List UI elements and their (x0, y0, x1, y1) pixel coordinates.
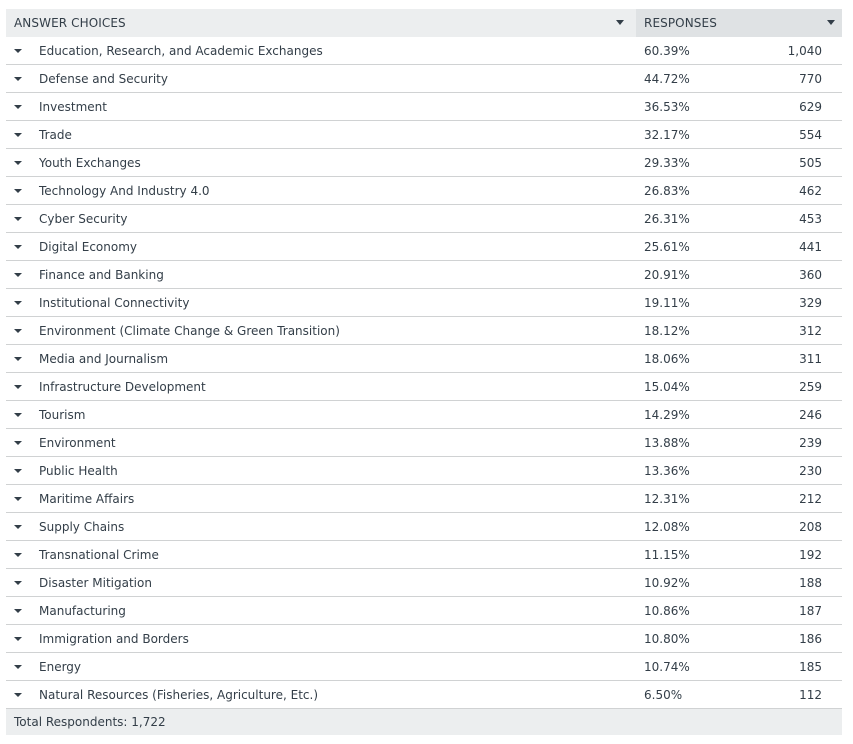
responses-cell (636, 37, 842, 65)
response-count: 185 (799, 660, 822, 674)
response-count: 239 (799, 436, 822, 450)
choice-label: Cyber Security (39, 212, 128, 226)
response-percent: 60.39% (644, 44, 690, 58)
response-count: 246 (799, 408, 822, 422)
results-table (6, 9, 842, 709)
table-row (6, 541, 842, 569)
table-row (6, 121, 842, 149)
choice-label: Public Health (39, 464, 118, 478)
table-row (6, 261, 842, 289)
response-count: 230 (799, 464, 822, 478)
responses-cell (636, 429, 842, 457)
sort-caret-icon[interactable] (827, 20, 835, 25)
choice-cell (6, 625, 636, 653)
response-percent: 36.53% (644, 100, 690, 114)
response-percent: 18.12% (644, 324, 690, 338)
table-row (6, 625, 842, 653)
choice-label: Energy (39, 660, 82, 674)
response-count: 192 (799, 548, 822, 562)
response-percent: 13.36% (644, 464, 690, 478)
choice-cell (6, 289, 636, 317)
choice-cell (6, 37, 636, 65)
responses-cell (636, 93, 842, 121)
response-count: 311 (799, 352, 822, 366)
choice-cell (6, 345, 636, 373)
responses-cell (636, 597, 842, 625)
response-count: 770 (799, 72, 822, 86)
expand-caret-icon[interactable] (14, 161, 22, 165)
response-count: 112 (799, 688, 822, 702)
choice-label: Trade (39, 128, 72, 142)
expand-caret-icon[interactable] (14, 329, 22, 333)
table-row (6, 429, 842, 457)
choice-cell (6, 569, 636, 597)
response-percent: 15.04% (644, 380, 690, 394)
response-percent: 11.15% (644, 548, 690, 562)
choice-label: Disaster Mitigation (39, 576, 152, 590)
table-row (6, 569, 842, 597)
response-percent: 10.92% (644, 576, 690, 590)
table-row (6, 233, 842, 261)
response-percent: 26.31% (644, 212, 690, 226)
choice-label: Manufacturing (39, 604, 126, 618)
table-row (6, 317, 842, 345)
expand-caret-icon[interactable] (14, 385, 22, 389)
response-percent: 12.08% (644, 520, 690, 534)
expand-caret-icon[interactable] (14, 553, 22, 557)
choice-cell (6, 681, 636, 709)
responses-cell (636, 205, 842, 233)
responses-cell (636, 541, 842, 569)
response-count: 1,040 (787, 44, 822, 58)
choice-cell (6, 317, 636, 345)
expand-caret-icon[interactable] (14, 693, 22, 697)
choice-cell (6, 653, 636, 681)
answer-choices-header[interactable] (6, 9, 636, 37)
choice-cell (6, 177, 636, 205)
responses-cell (636, 457, 842, 485)
choice-label: Education, Research, and Academic Exchanges (39, 44, 323, 58)
responses-cell (636, 345, 842, 373)
expand-caret-icon[interactable] (14, 77, 22, 81)
responses-cell (636, 485, 842, 513)
choice-label: Institutional Connectivity (39, 296, 190, 310)
sort-caret-icon[interactable] (616, 20, 624, 25)
response-count: 453 (799, 212, 822, 226)
response-percent: 10.86% (644, 604, 690, 618)
choice-label: Environment (Climate Change & Green Transition) (39, 324, 340, 338)
choice-label: Transnational Crime (39, 548, 159, 562)
choice-label: Digital Economy (39, 240, 137, 254)
response-percent: 6.50% (644, 688, 683, 702)
responses-cell (636, 233, 842, 261)
responses-cell (636, 569, 842, 597)
table-row (6, 345, 842, 373)
response-count: 505 (799, 156, 822, 170)
choice-cell (6, 597, 636, 625)
responses-cell (636, 625, 842, 653)
response-count: 554 (799, 128, 822, 142)
table-row (6, 401, 842, 429)
responses-cell (636, 373, 842, 401)
choice-label: Investment (39, 100, 107, 114)
response-count: 259 (799, 380, 822, 394)
expand-caret-icon[interactable] (14, 581, 22, 585)
expand-caret-icon[interactable] (14, 497, 22, 501)
response-percent: 12.31% (644, 492, 690, 506)
response-count: 312 (799, 324, 822, 338)
response-percent: 26.83% (644, 184, 690, 198)
choice-cell (6, 485, 636, 513)
table-row (6, 177, 842, 205)
choice-cell (6, 65, 636, 93)
choice-label: Natural Resources (Fisheries, Agriculture, Etc.) (39, 688, 318, 702)
table-row (6, 205, 842, 233)
table-row (6, 373, 842, 401)
responses-cell (636, 289, 842, 317)
responses-cell (636, 513, 842, 541)
choice-cell (6, 513, 636, 541)
table-row (6, 289, 842, 317)
choice-cell (6, 93, 636, 121)
responses-cell (636, 261, 842, 289)
expand-caret-icon[interactable] (14, 273, 22, 277)
responses-cell (636, 121, 842, 149)
answer-choices-header-label: ANSWER CHOICES (14, 16, 126, 30)
expand-caret-icon[interactable] (14, 217, 22, 221)
choice-label: Tourism (39, 408, 86, 422)
table-row (6, 513, 842, 541)
total-respondents: Total Respondents: 1,722 (14, 715, 166, 729)
responses-cell (636, 317, 842, 345)
choice-label: Infrastructure Development (39, 380, 206, 394)
choice-label: Technology And Industry 4.0 (39, 184, 210, 198)
response-count: 186 (799, 632, 822, 646)
response-percent: 10.80% (644, 632, 690, 646)
choice-label: Media and Journalism (39, 352, 169, 366)
choice-cell (6, 401, 636, 429)
expand-caret-icon[interactable] (14, 301, 22, 305)
expand-caret-icon[interactable] (14, 105, 22, 109)
response-percent: 44.72% (644, 72, 690, 86)
table-row (6, 93, 842, 121)
table-row (6, 597, 842, 625)
response-count: 208 (799, 520, 822, 534)
choice-label: Youth Exchanges (39, 156, 141, 170)
expand-caret-icon[interactable] (14, 133, 22, 137)
responses-cell (636, 65, 842, 93)
responses-cell (636, 401, 842, 429)
table-body (6, 37, 842, 709)
table-header-row (6, 9, 842, 37)
table-row (6, 485, 842, 513)
response-percent: 13.88% (644, 436, 690, 450)
choice-cell (6, 457, 636, 485)
choice-cell (6, 429, 636, 457)
response-count: 360 (799, 268, 822, 282)
expand-caret-icon[interactable] (14, 609, 22, 613)
response-percent: 29.33% (644, 156, 690, 170)
response-count: 462 (799, 184, 822, 198)
table-row (6, 653, 842, 681)
response-count: 212 (799, 492, 822, 506)
expand-caret-icon[interactable] (14, 469, 22, 473)
expand-caret-icon[interactable] (14, 441, 22, 445)
response-count: 187 (799, 604, 822, 618)
choice-cell (6, 233, 636, 261)
expand-caret-icon[interactable] (14, 413, 22, 417)
response-percent: 32.17% (644, 128, 690, 142)
response-count: 441 (799, 240, 822, 254)
expand-caret-icon[interactable] (14, 189, 22, 193)
responses-cell (636, 177, 842, 205)
response-count: 188 (799, 576, 822, 590)
choice-cell (6, 205, 636, 233)
response-count: 629 (799, 100, 822, 114)
responses-cell (636, 653, 842, 681)
response-percent: 10.74% (644, 660, 690, 674)
choice-label: Supply Chains (39, 520, 125, 534)
choice-label: Defense and Security (39, 72, 168, 86)
choice-label: Environment (39, 436, 116, 450)
response-percent: 20.91% (644, 268, 690, 282)
choice-cell (6, 149, 636, 177)
choice-cell (6, 121, 636, 149)
choice-cell (6, 541, 636, 569)
choice-label: Immigration and Borders (39, 632, 189, 646)
table-row (6, 37, 842, 65)
expand-caret-icon[interactable] (14, 49, 22, 53)
responses-header-label: RESPONSES (644, 16, 717, 30)
responses-cell (636, 681, 842, 709)
response-percent: 18.06% (644, 352, 690, 366)
expand-caret-icon[interactable] (14, 637, 22, 641)
response-count: 329 (799, 296, 822, 310)
table-row (6, 681, 842, 709)
choice-label: Maritime Affairs (39, 492, 135, 506)
expand-caret-icon[interactable] (14, 665, 22, 669)
response-percent: 19.11% (644, 296, 690, 310)
choice-cell (6, 373, 636, 401)
table-row (6, 457, 842, 485)
response-percent: 14.29% (644, 408, 690, 422)
responses-cell (636, 149, 842, 177)
table-row (6, 65, 842, 93)
choice-label: Finance and Banking (39, 268, 164, 282)
table-footer (6, 709, 842, 735)
table-row (6, 149, 842, 177)
choice-cell (6, 261, 636, 289)
expand-caret-icon[interactable] (14, 357, 22, 361)
response-percent: 25.61% (644, 240, 690, 254)
expand-caret-icon[interactable] (14, 525, 22, 529)
expand-caret-icon[interactable] (14, 245, 22, 249)
results-table-container (6, 9, 842, 735)
responses-header[interactable] (636, 9, 842, 37)
